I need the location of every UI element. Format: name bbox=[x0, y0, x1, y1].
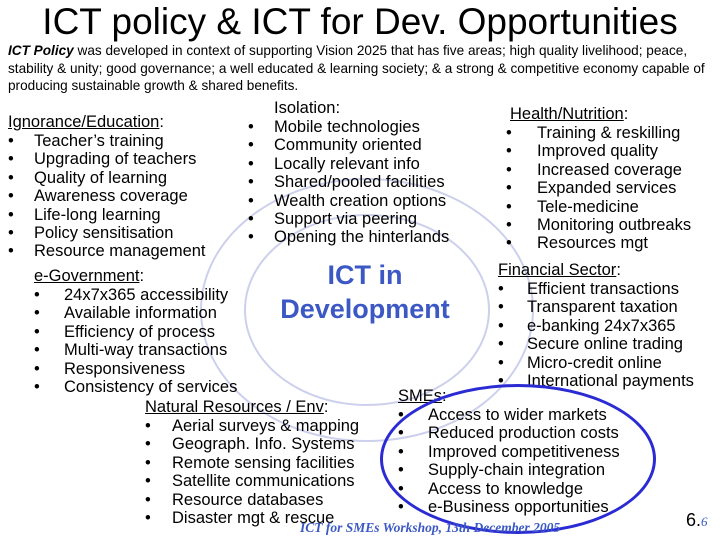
bullet-icon: • bbox=[506, 197, 512, 216]
list-item-text: Access to wider markets bbox=[428, 406, 607, 424]
section-health bbox=[506, 105, 691, 253]
list-item-text: Resources mgt bbox=[537, 234, 648, 253]
list-item bbox=[145, 472, 359, 490]
list-item bbox=[34, 360, 237, 378]
list-item-text: Training & reskilling bbox=[537, 124, 681, 142]
bullet-icon: • bbox=[498, 316, 504, 335]
list-item bbox=[506, 179, 691, 197]
list-item-text: Efficiency of process bbox=[64, 322, 216, 341]
list-item bbox=[248, 118, 449, 136]
list-item bbox=[8, 224, 206, 242]
list-item bbox=[506, 234, 691, 252]
list-item-text: Resource management bbox=[34, 242, 206, 261]
list-item-text: Multi-way transactions bbox=[64, 341, 228, 360]
bullet-icon: • bbox=[498, 353, 504, 372]
list-item-text: Locally relevant info bbox=[274, 154, 420, 173]
list-item-text: Disaster mgt & rescue bbox=[172, 509, 335, 528]
bullet-icon: • bbox=[498, 335, 504, 354]
list-item bbox=[34, 341, 237, 359]
list-item-text: Opening the hinterlands bbox=[274, 228, 450, 247]
list-item bbox=[8, 187, 206, 205]
list-item bbox=[248, 192, 449, 210]
list-item bbox=[248, 155, 449, 173]
bullet-icon: • bbox=[498, 298, 504, 317]
list-item-text: Responsiveness bbox=[64, 359, 186, 378]
slide-title: ICT policy & ICT for Dev. Opportunities bbox=[42, 1, 678, 42]
list-item bbox=[145, 435, 359, 453]
section-heading: Isolation: bbox=[274, 99, 341, 117]
list-item bbox=[248, 136, 449, 154]
footer-text: ICT for SMEs Workshop, 13th December 2005 bbox=[300, 520, 561, 535]
bullet-icon: • bbox=[34, 304, 40, 323]
list-item bbox=[34, 286, 237, 304]
bullet-icon: • bbox=[34, 341, 40, 360]
list-item bbox=[8, 132, 206, 150]
item-list bbox=[498, 280, 694, 390]
item-list bbox=[506, 124, 691, 253]
item-list bbox=[34, 286, 237, 396]
list-item bbox=[506, 216, 691, 234]
intro-paragraph bbox=[8, 42, 716, 95]
list-item-text: Support via peering bbox=[274, 210, 418, 229]
list-item bbox=[8, 169, 206, 187]
list-item bbox=[506, 142, 691, 160]
item-list bbox=[8, 132, 206, 261]
list-item bbox=[34, 323, 237, 341]
bullet-icon: • bbox=[34, 322, 40, 341]
list-item-text: 24x7x365 accessibility bbox=[64, 286, 229, 304]
bullet-icon: • bbox=[498, 372, 504, 391]
bullet-icon: • bbox=[34, 378, 40, 397]
bullet-icon: • bbox=[498, 280, 504, 298]
list-item bbox=[34, 304, 237, 322]
bullet-icon: • bbox=[145, 417, 151, 435]
bullet-icon: • bbox=[506, 142, 512, 161]
list-item-text: Life-long learning bbox=[34, 205, 161, 224]
list-item bbox=[8, 242, 206, 260]
list-item-text: Reduced production costs bbox=[428, 424, 619, 443]
section-financial bbox=[498, 261, 694, 390]
bullet-icon: • bbox=[8, 150, 14, 169]
list-item-text: Satellite communications bbox=[172, 472, 355, 491]
bullet-icon: • bbox=[248, 191, 254, 210]
list-item bbox=[498, 354, 694, 372]
bullet-icon: • bbox=[248, 136, 254, 155]
bullet-icon: • bbox=[8, 187, 14, 206]
item-list bbox=[145, 417, 359, 527]
bullet-icon: • bbox=[248, 228, 254, 247]
section-heading: Natural Resources / Env: bbox=[145, 398, 329, 416]
list-item-text: Tele-medicine bbox=[537, 197, 639, 216]
list-item bbox=[8, 150, 206, 168]
section-heading: Financial Sector: bbox=[498, 261, 621, 279]
bullet-icon: • bbox=[398, 406, 404, 424]
list-item-text: Supply-chain integration bbox=[428, 461, 606, 480]
list-item-text: Monitoring outbreaks bbox=[537, 216, 692, 235]
item-list bbox=[248, 118, 449, 247]
list-item-text: Aerial surveys & mapping bbox=[172, 417, 360, 435]
list-item-text: Increased coverage bbox=[537, 160, 682, 179]
list-item-text: Shared/pooled facilities bbox=[274, 173, 445, 192]
list-item-text: Efficient transactions bbox=[527, 280, 679, 298]
list-item bbox=[145, 491, 359, 509]
list-item bbox=[506, 161, 691, 179]
list-item-text: Awareness coverage bbox=[34, 187, 188, 206]
list-item-text: Secure online trading bbox=[527, 335, 683, 354]
list-item-text: Consistency of services bbox=[64, 378, 238, 397]
list-item bbox=[248, 228, 449, 246]
list-item bbox=[506, 124, 691, 142]
bullet-icon: • bbox=[248, 154, 254, 173]
list-item bbox=[498, 335, 694, 353]
bullet-icon: • bbox=[8, 132, 14, 150]
list-item-text: Wealth creation options bbox=[274, 191, 447, 210]
bullet-icon: • bbox=[8, 224, 14, 243]
section-ignorance bbox=[8, 113, 206, 261]
list-item bbox=[506, 198, 691, 216]
intro-lead: ICT Policy bbox=[8, 43, 74, 58]
section-heading: Health/Nutrition: bbox=[510, 105, 629, 123]
bullet-icon: • bbox=[398, 461, 404, 480]
list-item-text: Available information bbox=[64, 304, 217, 323]
center-label: ICT in Development bbox=[280, 260, 450, 324]
list-item-text: Expanded services bbox=[537, 179, 677, 198]
list-item-text: Improved quality bbox=[537, 142, 659, 161]
section-heading: Ignorance/Education: bbox=[8, 113, 164, 131]
section-isolation bbox=[248, 99, 449, 247]
intro-text: was developed in context of supporting Vision 2025 that has five areas; high quality livelihood; peace, stability & unity; good governance; a well educated & learning society; & a strong & competitive economy capable of producing sustainable growth & shared benefits. bbox=[8, 43, 705, 93]
bullet-icon: • bbox=[145, 509, 151, 528]
bullet-icon: • bbox=[398, 479, 404, 498]
bullet-icon: • bbox=[398, 442, 404, 461]
list-item-text: Community oriented bbox=[274, 136, 422, 155]
list-item-text: Geograph. Info. Systems bbox=[172, 435, 355, 454]
list-item-text: International payments bbox=[527, 372, 694, 391]
list-item bbox=[145, 417, 359, 435]
bullet-icon: • bbox=[34, 286, 40, 304]
list-item bbox=[145, 454, 359, 472]
bullet-icon: • bbox=[398, 498, 404, 517]
bullet-icon: • bbox=[145, 490, 151, 509]
section-egov bbox=[34, 267, 237, 396]
list-item-text: Mobile technologies bbox=[274, 118, 420, 136]
bullet-icon: • bbox=[398, 424, 404, 443]
bullet-icon: • bbox=[8, 242, 14, 261]
bullet-icon: • bbox=[506, 160, 512, 179]
bullet-icon: • bbox=[34, 359, 40, 378]
list-item-text: Resource databases bbox=[172, 490, 324, 509]
list-item-text: e-Business opportunities bbox=[428, 498, 609, 517]
bullet-icon: • bbox=[506, 124, 512, 142]
list-item-text: Upgrading of teachers bbox=[34, 150, 197, 169]
list-item-text: Micro-credit online bbox=[527, 353, 662, 372]
section-natural bbox=[145, 398, 359, 527]
list-item bbox=[498, 317, 694, 335]
list-item bbox=[498, 298, 694, 316]
list-item-text: Quality of learning bbox=[34, 168, 167, 187]
bullet-icon: • bbox=[248, 210, 254, 229]
page-number: 6.6 bbox=[686, 510, 708, 530]
list-item bbox=[34, 378, 237, 396]
bullet-icon: • bbox=[248, 173, 254, 192]
section-heading: e-Government: bbox=[34, 267, 145, 285]
list-item-text: e-banking 24x7x365 bbox=[527, 316, 676, 335]
list-item bbox=[248, 173, 449, 191]
bullet-icon: • bbox=[8, 205, 14, 224]
list-item-text: Improved competitiveness bbox=[428, 442, 620, 461]
bullet-icon: • bbox=[248, 118, 254, 136]
bullet-icon: • bbox=[506, 179, 512, 198]
list-item-text: Teacher’s training bbox=[34, 132, 164, 150]
bullet-icon: • bbox=[145, 472, 151, 491]
list-item bbox=[248, 210, 449, 228]
section-heading: SMEs: bbox=[398, 387, 447, 405]
list-item-text: Policy sensitisation bbox=[34, 224, 174, 243]
list-item-text: Access to knowledge bbox=[428, 479, 584, 498]
bullet-icon: • bbox=[145, 435, 151, 454]
bullet-icon: • bbox=[506, 216, 512, 235]
bullet-icon: • bbox=[145, 453, 151, 472]
list-item-text: Transparent taxation bbox=[527, 298, 678, 317]
list-item-text: Remote sensing facilities bbox=[172, 453, 355, 472]
bullet-icon: • bbox=[8, 168, 14, 187]
smes-highlight-oval bbox=[380, 384, 656, 534]
list-item bbox=[498, 280, 694, 298]
list-item bbox=[8, 206, 206, 224]
bullet-icon: • bbox=[506, 234, 512, 253]
